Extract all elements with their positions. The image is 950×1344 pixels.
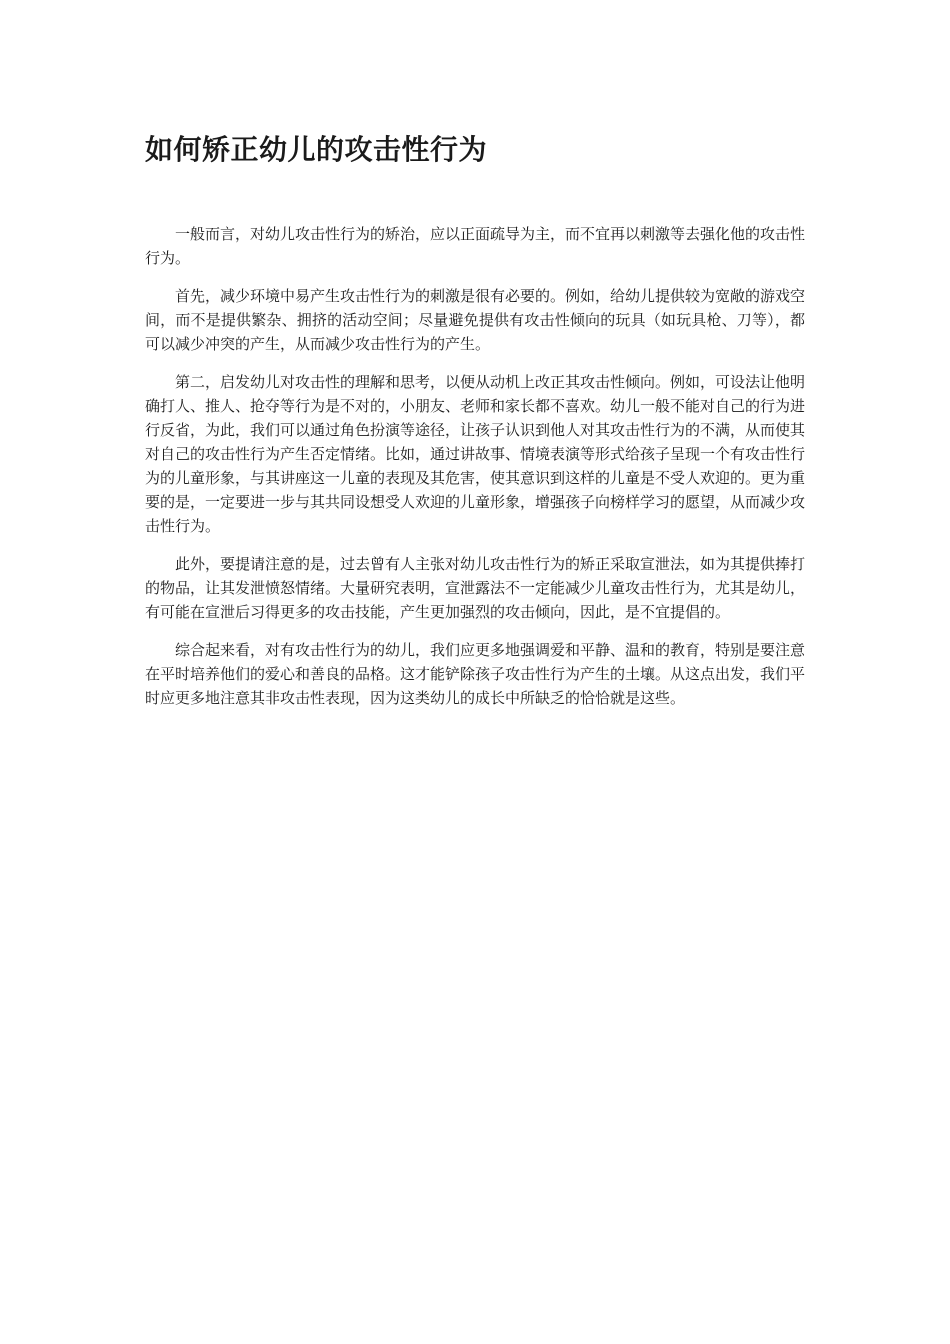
document-title: 如何矫正幼儿的攻击性行为 [145,133,488,166]
paragraph-first-point: 首先，减少环境中易产生攻击性行为的刺激是很有必要的。例如，给幼儿提供较为宽敞的游戏空间，而不是提供繁杂、拥挤的活动空间；尽量避免提供有攻击性倾向的玩具（如玩具枪、刀等），都可以减少冲突的产生，从而减少攻击性行为的产生。 [145,287,806,353]
paragraph-additional-note: 此外，要提请注意的是，过去曾有人主张对幼儿攻击性行为的矫正采取宣泄法，如为其提供捧打的物品，让其发泄愤怒情绪。大量研究表明，宣泄露法不一定能减少儿童攻击性行为，尤其是幼儿，有可能在宣泄后习得更多的攻击技能，产生更加强烈的攻击倾向，因此，是不宜提倡的。 [145,555,806,621]
paragraph-conclusion: 综合起来看，对有攻击性行为的幼儿，我们应更多地强调爱和平静、温和的教育，特别是要注意在平时培养他们的爱心和善良的品格。这才能铲除孩子攻击性行为产生的土壤。从这点出发，我们平时应更多地注意其非攻击性表现，因为这类幼儿的成长中所缺乏的恰恰就是这些。 [145,641,806,707]
paragraph-intro: 一般而言，对幼儿攻击性行为的矫治，应以正面疏导为主，而不宜再以刺激等去强化他的攻击性行为。 [145,225,806,267]
document-body [145,222,805,724]
paragraph-second-point: 第二，启发幼儿对攻击性的理解和思考，以便从动机上改正其攻击性倾向。例如，可设法让他明确打人、推人、抢夺等行为是不对的，小朋友、老师和家长都不喜欢。幼儿一般不能对自己的行为进行反省，为此，我们可以通过角色扮演等途径，让孩子认识到他人对其攻击性行为的不满，从而使其对自己的攻击性行为产生否定情绪。比如，通过讲故事、情境表演等形式给孩子呈现一个有攻击性行为的儿童形象，与其讲座这一儿童的表现及其危害，使其意识到这样的儿童是不受人欢迎的。更为重要的是，一定要进一步与其共同设想受人欢迎的儿童形象，增强孩子向榜样学习的愿望，从而减少攻击性行为。 [145,373,806,535]
